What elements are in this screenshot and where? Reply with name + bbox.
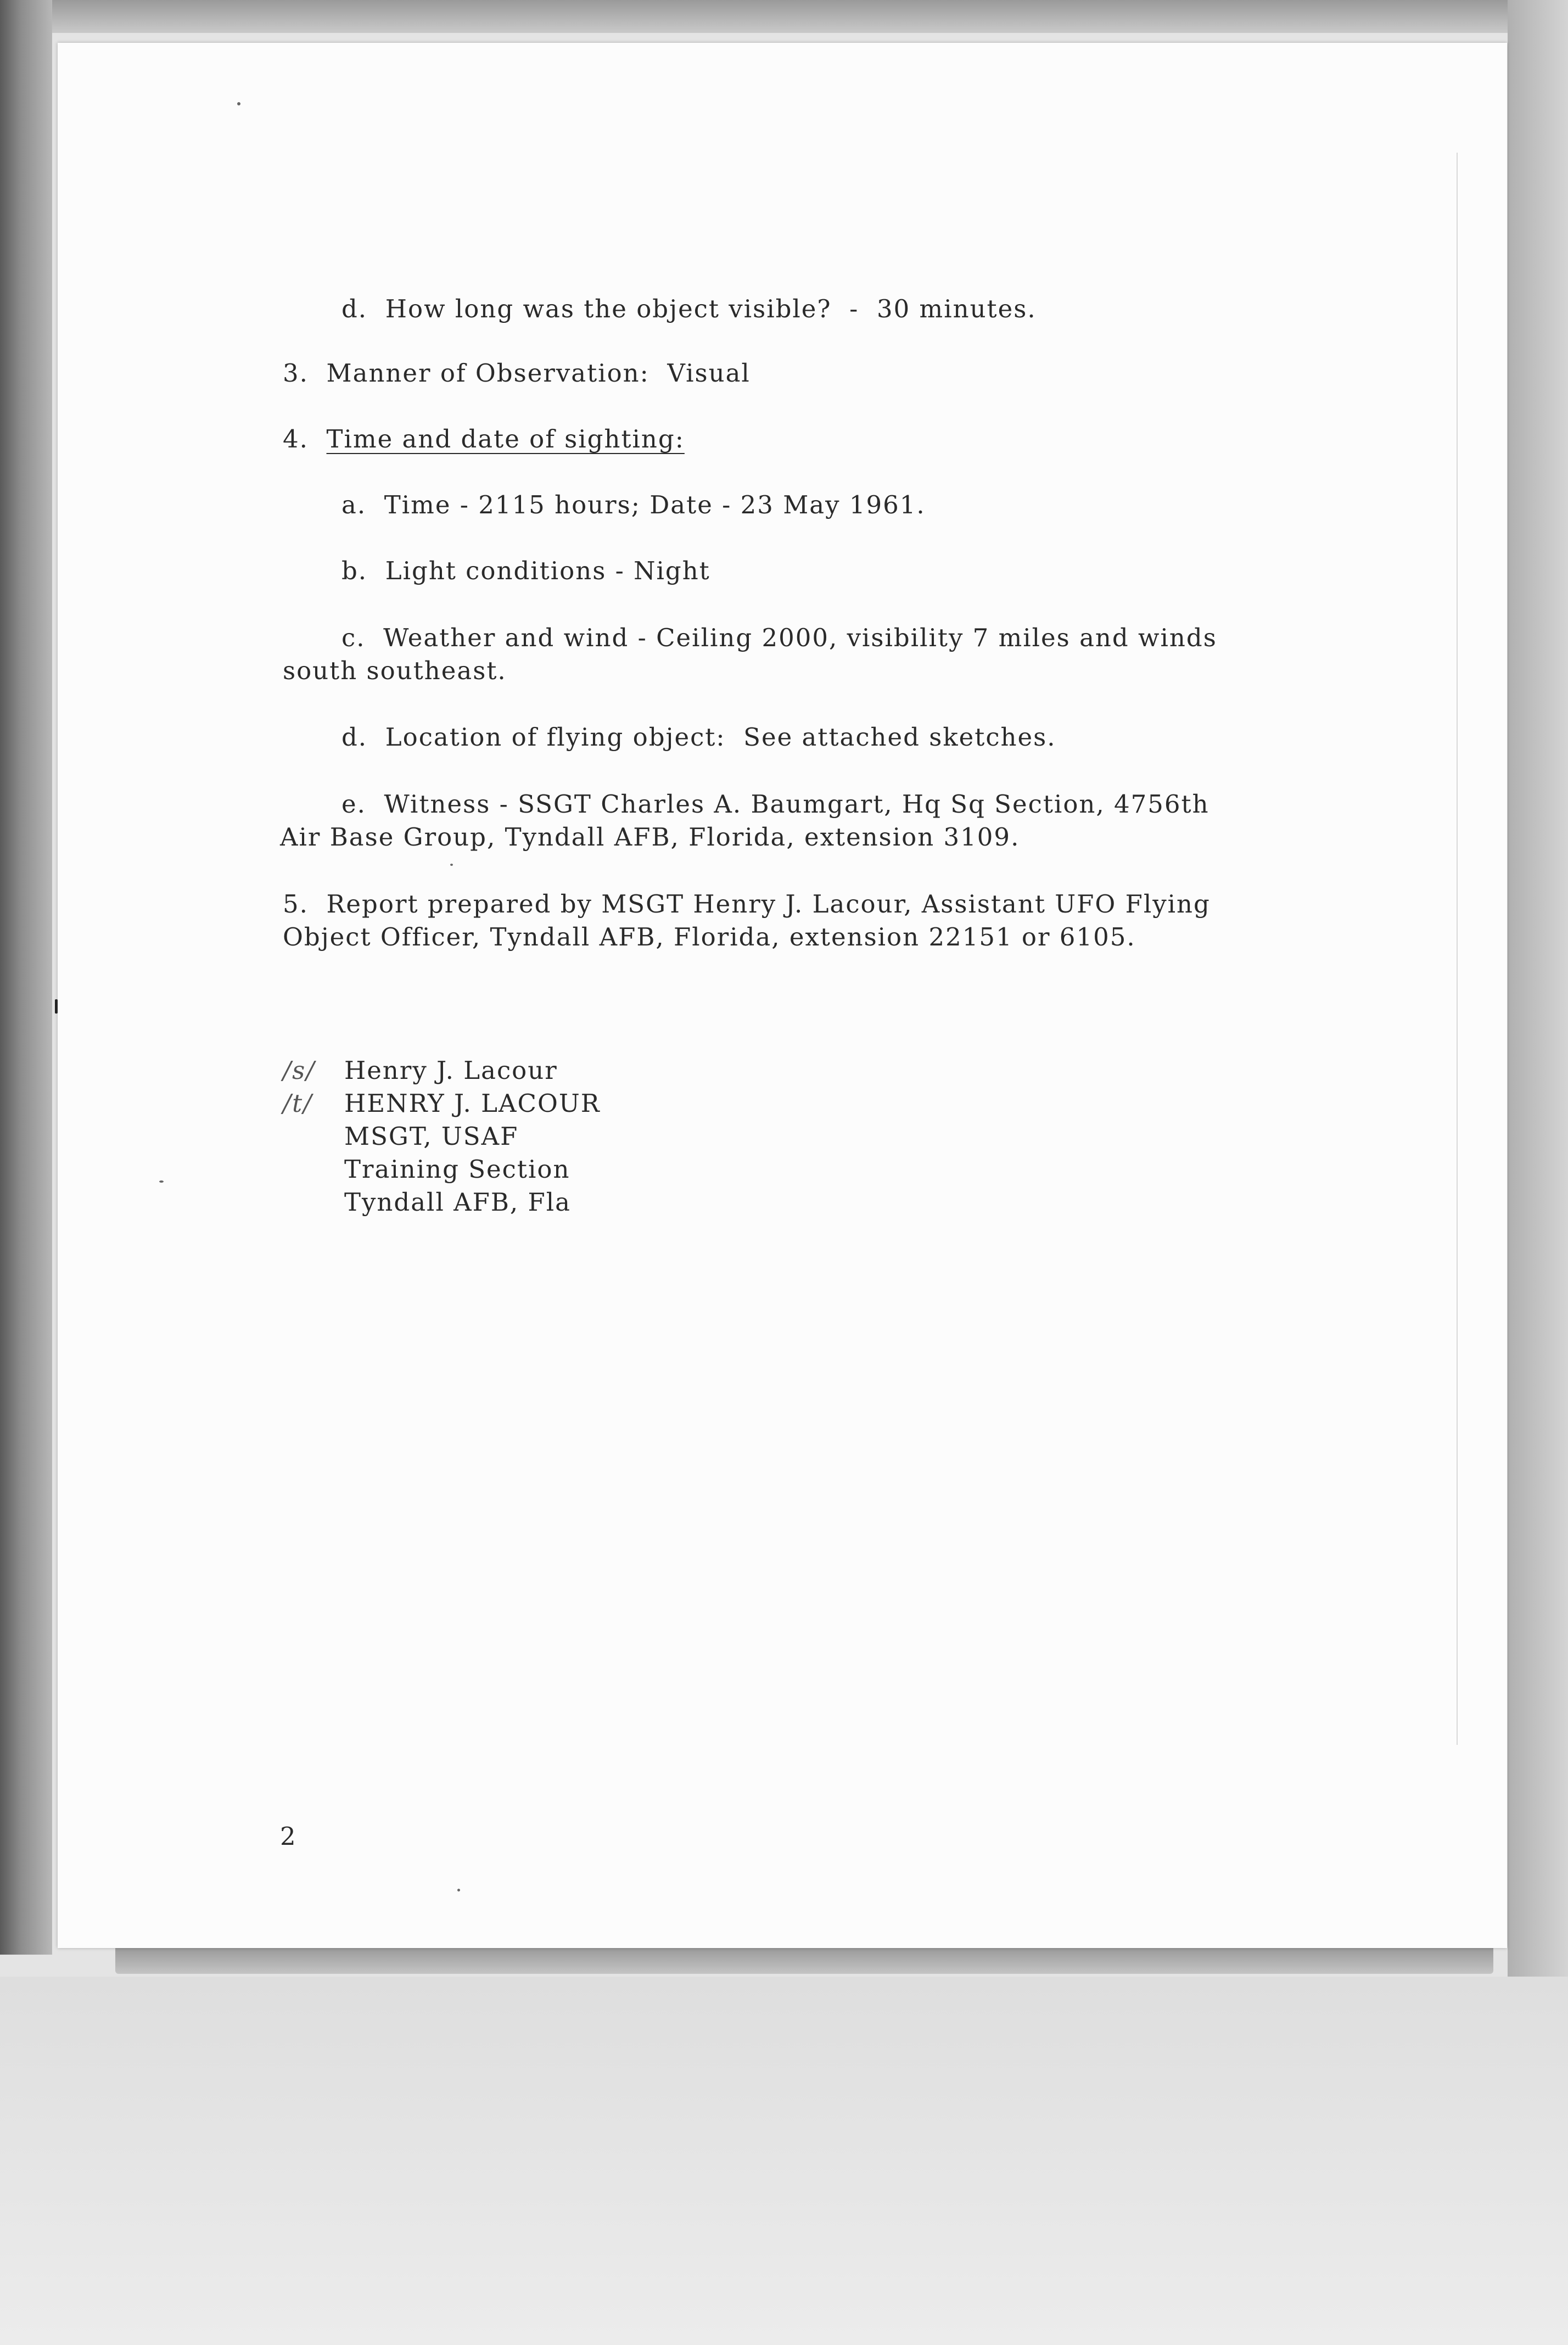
item-3-text: Manner of Observation: Visual <box>326 359 751 388</box>
scan-edge-left <box>0 0 52 1955</box>
item-5-line1: Report prepared by MSGT Henry J. Lacour, Assistant UFO Flying <box>326 889 1211 919</box>
signer-unit: Training Section <box>344 1155 570 1184</box>
page-edge-mark <box>1457 153 1458 1745</box>
signed-prefix: /s/ <box>283 1056 316 1085</box>
item-4e-line1: Witness - SSGT Charles A. Baumgart, Hq Sq Section, 4756th <box>384 790 1209 819</box>
item-4e-label: e. <box>341 790 366 819</box>
item-4 <box>283 423 685 456</box>
item-4e <box>280 788 1323 854</box>
scan-edge-right <box>1508 0 1568 1977</box>
item-4a <box>341 489 926 522</box>
signature-block <box>283 1054 777 1219</box>
scan-speck <box>457 1889 460 1891</box>
signer-rank: MSGT, USAF <box>344 1122 519 1151</box>
scan-edge-top <box>0 0 1568 33</box>
item-4d <box>341 721 1056 754</box>
item-4d-label: d. <box>341 723 368 752</box>
item-4c <box>283 622 1326 687</box>
item-3-label: 3. <box>283 359 309 388</box>
scanner-background <box>0 1977 1568 2345</box>
typed-name: HENRY J. LACOUR <box>344 1089 601 1118</box>
scan-speck <box>159 1180 164 1183</box>
item-5-line2: Object Officer, Tyndall AFB, Florida, extension 22151 or 6105. <box>283 922 1136 952</box>
item-4c-line1: Weather and wind - Ceiling 2000, visibility 7 miles and winds <box>383 623 1217 652</box>
scan-speck <box>55 999 58 1014</box>
scan-speck <box>450 864 453 866</box>
item-4e-line2: Air Base Group, Tyndall AFB, Florida, extension 3109. <box>280 822 1020 852</box>
item-2d <box>341 293 1037 326</box>
item-4-label: 4. <box>283 424 309 454</box>
item-2d-label: d. <box>341 294 368 323</box>
item-2d-text: How long was the object visible? - 30 minutes. <box>385 294 1037 323</box>
item-3 <box>283 357 751 390</box>
item-4-heading: Time and date of sighting: <box>326 424 685 454</box>
item-4b <box>341 555 710 587</box>
typed-prefix: /t/ <box>283 1089 313 1118</box>
item-5 <box>283 888 1353 954</box>
item-4c-line2: south southeast. <box>283 656 507 685</box>
item-4d-text: Location of flying object: See attached sketches. <box>385 723 1056 752</box>
page-number: 2 <box>280 1822 297 1851</box>
item-4c-label: c. <box>341 623 366 652</box>
item-5-label: 5. <box>283 889 309 919</box>
item-4b-text: Light conditions - Night <box>385 556 710 585</box>
item-4a-label: a. <box>341 490 367 519</box>
item-4b-label: b. <box>341 556 368 585</box>
scan-speck <box>237 102 240 105</box>
document-page <box>58 43 1507 1948</box>
item-4a-text: Time - 2115 hours; Date - 23 May 1961. <box>384 490 926 519</box>
signer-location: Tyndall AFB, Fla <box>344 1188 571 1217</box>
signed-name: Henry J. Lacour <box>344 1056 558 1085</box>
